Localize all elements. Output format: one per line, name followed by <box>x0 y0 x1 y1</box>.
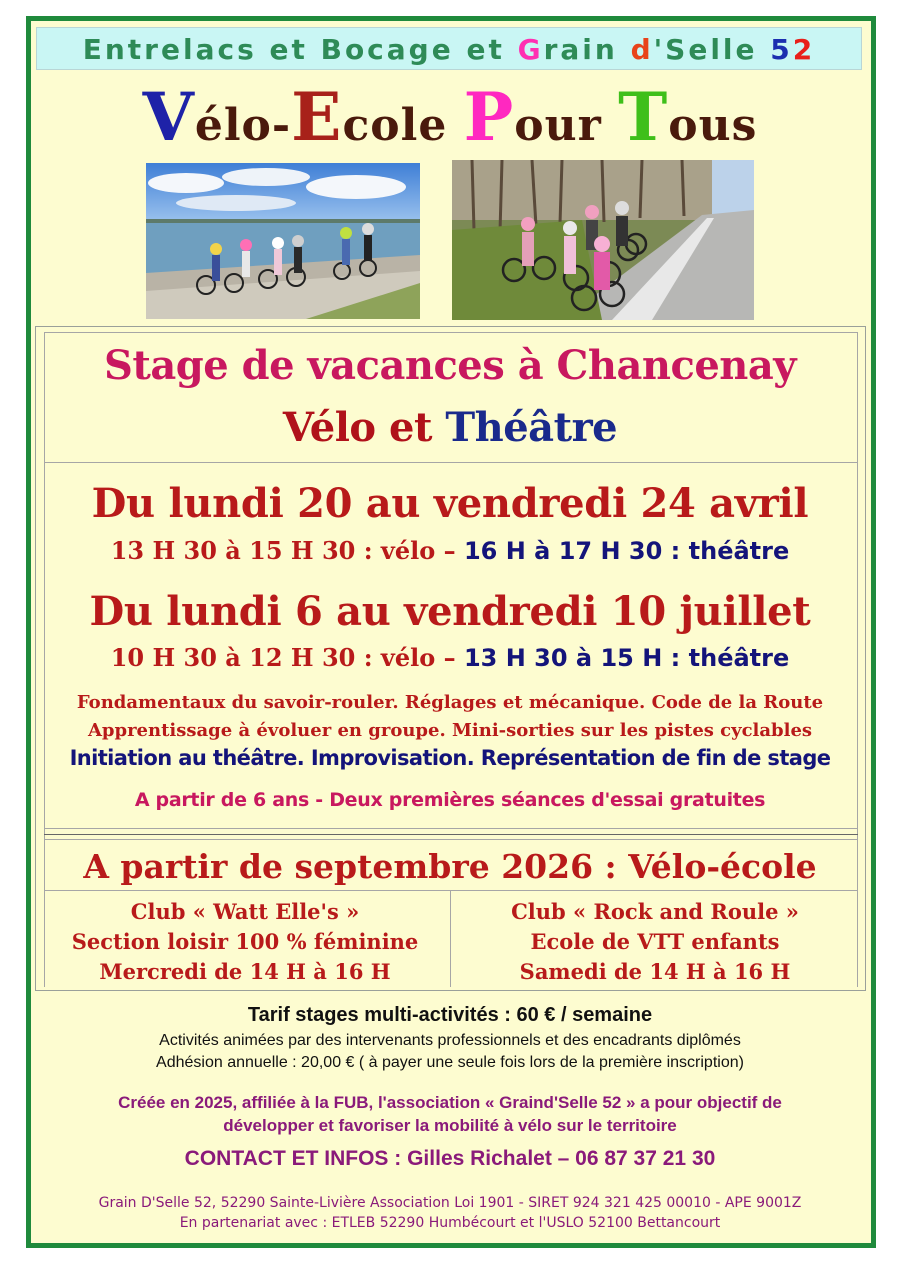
contact-info: CONTACT ET INFOS : Gilles Richalet – 06 87 37 21 30 <box>184 1147 716 1170</box>
title-p: P <box>463 78 515 156</box>
session-2-theatre-hours: 13 H 30 à 15 H : théâtre <box>463 644 790 672</box>
divider-double-3 <box>44 839 858 840</box>
header-selle: 'Selle <box>653 33 771 66</box>
stage-heading: Stage de vacances à Chancenay <box>103 342 797 389</box>
header-banner <box>36 27 862 70</box>
club-watt-elles <box>40 897 450 987</box>
title-e: E <box>291 78 343 156</box>
club-1-name: Club « Watt Elle's » <box>130 899 360 924</box>
adhesion-note: Adhésion annuelle : 20,00 € ( à payer une seule fois lors de la première inscription) <box>156 1054 744 1071</box>
session-1-theatre-hours: 16 H à 17 H 30 : théâtre <box>463 537 790 565</box>
header-g: G <box>517 33 544 66</box>
session-1-dates: Du lundi 20 au vendredi 24 avril <box>91 480 809 527</box>
title-our: our <box>514 100 619 151</box>
association-line-1: Créée en 2025, affiliée à la FUB, l'association « Graind'Selle 52 » a pour objectif de <box>118 1093 782 1112</box>
photo-path-cyclists <box>452 160 754 320</box>
club-2-name: Club « Rock and Roule » <box>511 899 799 924</box>
title-v: V <box>142 78 195 156</box>
divider-double-2 <box>44 834 858 835</box>
title-elo: élo- <box>194 100 292 151</box>
session-2-velo-hours: 10 H 30 à 12 H 30 : vélo – <box>110 643 464 672</box>
divider-stage <box>44 462 858 463</box>
box-top-edge <box>44 332 858 333</box>
divider-double-1 <box>44 828 858 829</box>
program-age: A partir de 6 ans - Deux premières séances d'essai gratuites <box>134 789 766 811</box>
header-five: 5 <box>770 33 793 66</box>
club-rock-and-roule <box>450 897 860 987</box>
club-2-desc: Ecole de VTT enfants <box>530 929 780 954</box>
poster-title <box>0 78 900 161</box>
club-2-when: Samedi de 14 H à 16 H <box>519 959 791 984</box>
velo-ecole-heading: A partir de septembre 2026 : Vélo-école <box>83 847 817 886</box>
title-t: T <box>618 78 669 156</box>
stage-et: et <box>375 404 446 451</box>
association-line-2: développer et favoriser la mobilité à vélo sur le territoire <box>223 1116 677 1135</box>
footer-line-2: En partenariat avec : ETLEB 52290 Humbécourt et l'USLO 52100 Bettancourt <box>179 1215 721 1231</box>
header-rain: rain <box>543 33 631 66</box>
session-1-velo-hours: 13 H 30 à 15 H 30 : vélo – <box>110 536 464 565</box>
stage-activities <box>0 404 900 451</box>
club-1-when: Mercredi de 14 H à 16 H <box>99 959 391 984</box>
program-line-2: Apprentissage à évoluer en groupe. Mini-sorties sur les pistes cyclables <box>87 720 813 741</box>
program-line-1: Fondamentaux du savoir-rouler. Réglages et mécanique. Code de la Route <box>76 692 824 713</box>
title-ous: ous <box>668 100 758 151</box>
photo-lake-cyclists <box>146 163 420 319</box>
header-text-1: Entrelacs et Bocage et <box>82 33 518 66</box>
program-line-3: Initiation au théâtre. Improvisation. Représentation de fin de stage <box>69 746 831 770</box>
activities-note: Activités animées par des intervenants professionnels et des encadrants diplômés <box>159 1032 741 1049</box>
session-1-hours <box>0 536 900 565</box>
stage-velo: Vélo <box>282 404 376 451</box>
session-2-dates: Du lundi 6 au vendredi 10 juillet <box>89 588 811 635</box>
header-d: d <box>630 33 654 66</box>
stage-theatre: Théâtre <box>445 404 618 451</box>
divider-clubs <box>44 890 858 891</box>
title-cole: cole <box>342 100 464 151</box>
session-2-hours <box>0 643 900 672</box>
footer-line-1: Grain D'Selle 52, 52290 Sainte-Livière Association Loi 1901 - SIRET 924 321 425 00010 - APE 9001Z <box>98 1195 802 1211</box>
header-two: 2 <box>792 33 816 66</box>
club-1-desc: Section loisir 100 % féminine <box>71 929 419 954</box>
tarif: Tarif stages multi-activités : 60 € / semaine <box>247 1004 653 1026</box>
